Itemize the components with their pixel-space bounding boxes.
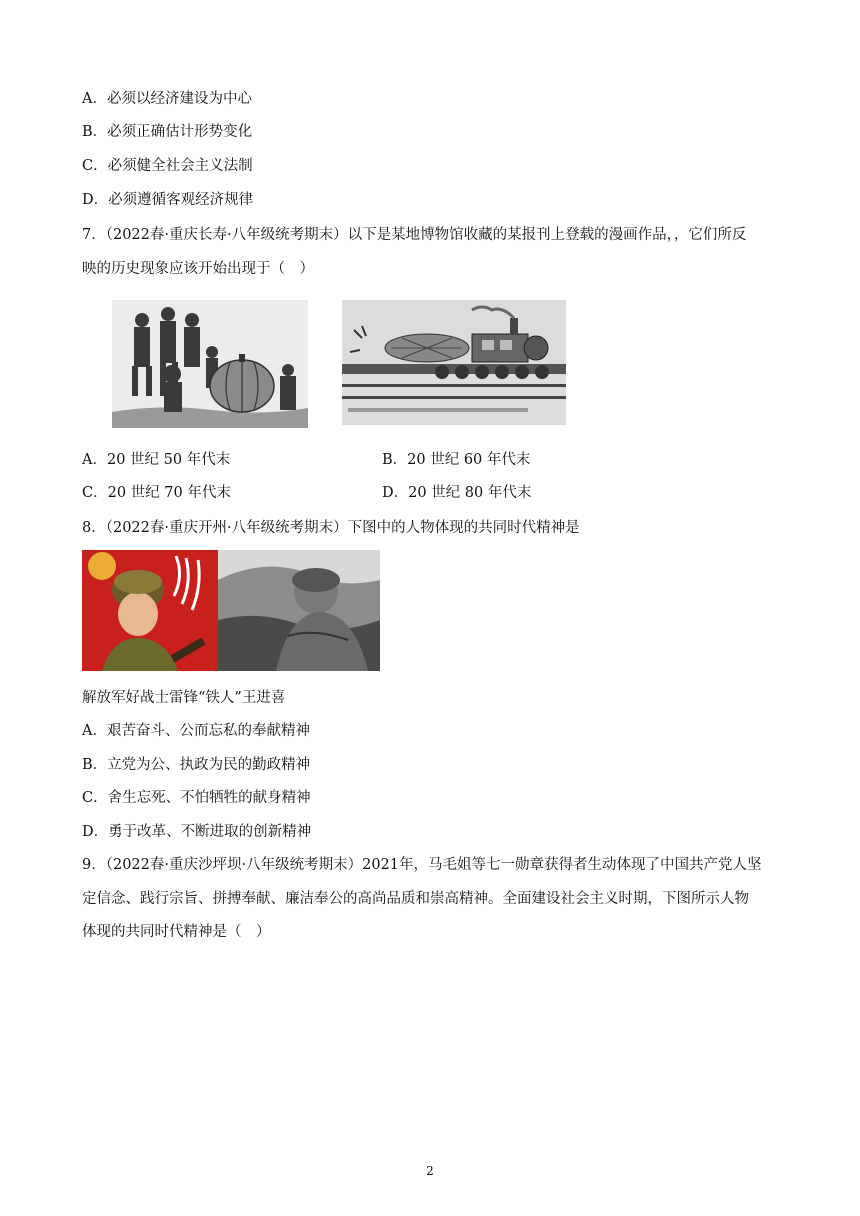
- q7-stem-line2: 映的历史现象应该开始出现于（ ）: [82, 261, 314, 277]
- q7-stem-line1: 7．（2022春·重庆长寿·八年级统考期末）以下是某地博物馆收藏的某报刊上登载的漫画作品，，它们所反: [82, 227, 747, 243]
- q7-option-c: C．20 世纪 70 年代末: [82, 485, 231, 501]
- q8-option-a: A．艰苦奋斗、公而忘私的奉献精神: [82, 723, 310, 739]
- q7-option-b: B．20 世纪 60 年代末: [382, 452, 531, 468]
- q8-option-d: D．勇于改革、不断进取的创新精神: [82, 824, 312, 840]
- q8-option-c: C．舍生忘死、不怕牺牲的献身精神: [82, 790, 311, 806]
- q7-option-d: D．20 世纪 80 年代末: [382, 485, 532, 501]
- cartoon-train-image: [342, 300, 566, 425]
- cartoon-pumpkin-image: [112, 300, 308, 428]
- q9-stem-line2: 定信念、践行宗旨、拼搏奉献、廉洁奉公的高尚品质和崇高精神。全面建设社会主义时期，下图所示人物: [82, 891, 749, 907]
- page-number: 2: [426, 1164, 434, 1178]
- q8-stem: 8．（2022春·重庆开州·八年级统考期末）下图中的人物体现的共同时代精神是: [82, 520, 580, 536]
- q9-stem-line1: 9．（2022春·重庆沙坪坝·八年级统考期末）2021年，马毛姐等七一勋章获得者生动体现了中国共产党人坚: [82, 857, 762, 873]
- wang-jinxi-photo-image: [218, 550, 380, 671]
- q6-option-b: B．必须正确估计形势变化: [82, 124, 253, 140]
- q6-option-a: A．必须以经济建设为中心: [82, 91, 252, 107]
- q8-option-b: B．立党为公、执政为民的勤政精神: [82, 757, 311, 773]
- q7-option-a: A．20 世纪 50 年代末: [82, 452, 231, 468]
- lei-feng-poster-image: [82, 550, 218, 671]
- q8-image-caption: 解放军好战士雷锋“铁人”王进喜: [82, 690, 286, 706]
- q6-option-c: C．必须健全社会主义法制: [82, 158, 253, 174]
- q9-stem-line3: 体现的共同时代精神是（ ）: [82, 924, 271, 940]
- q6-option-d: D．必须遵循客观经济规律: [82, 192, 254, 208]
